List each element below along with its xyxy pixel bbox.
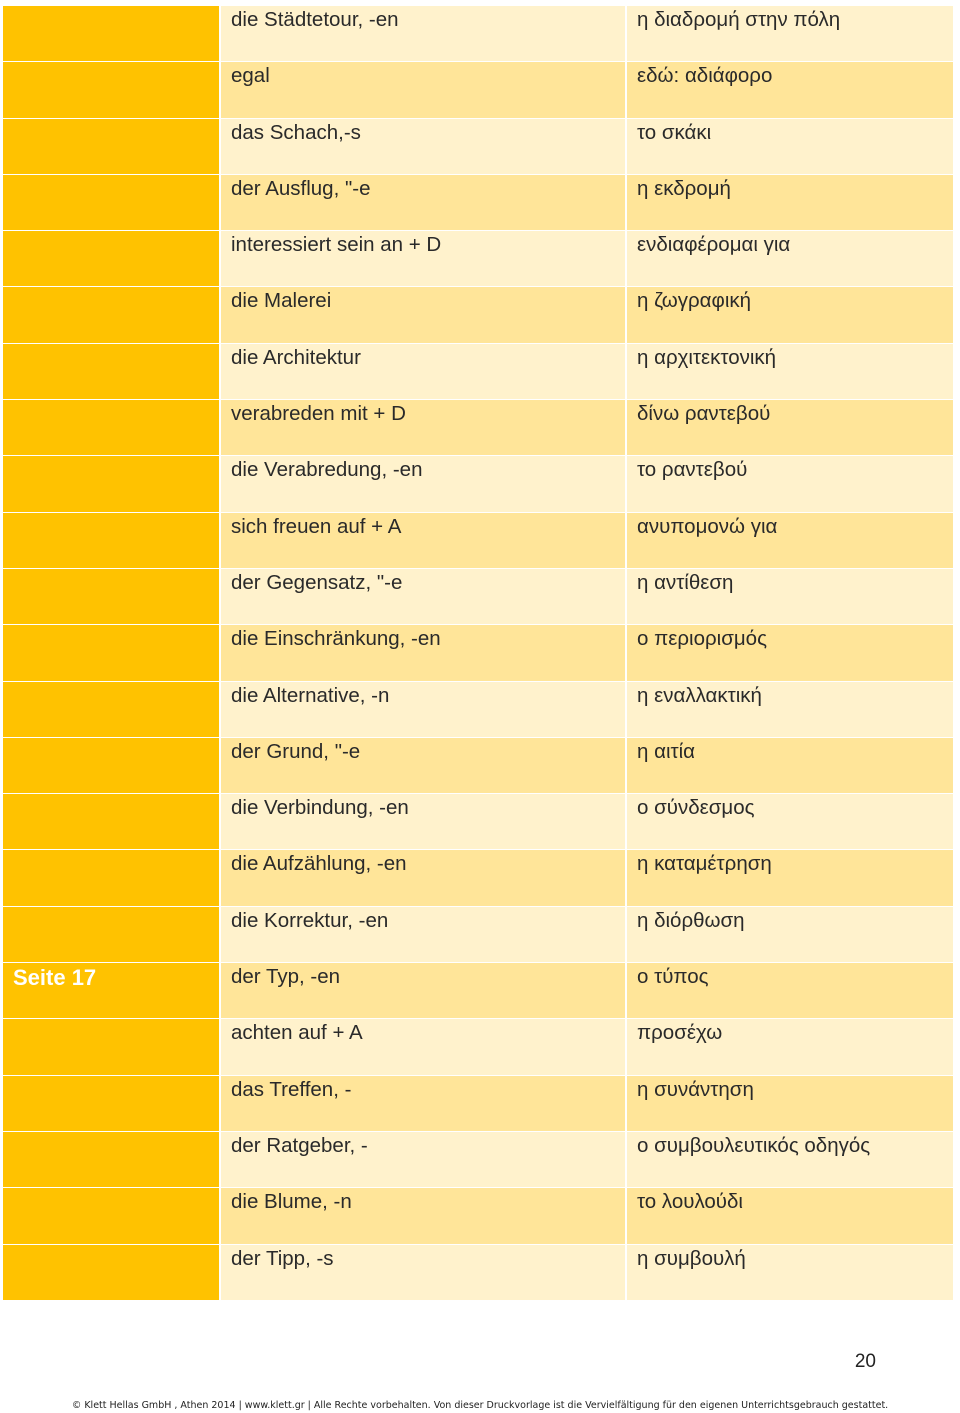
section-cell bbox=[3, 569, 219, 625]
section-cell bbox=[3, 1019, 219, 1075]
german-term: die Städtetour, -en bbox=[219, 6, 625, 62]
german-term: interessiert sein an + D bbox=[219, 231, 625, 287]
page-number: 20 bbox=[854, 1351, 876, 1372]
german-term: der Ratgeber, - bbox=[219, 1132, 625, 1188]
section-cell bbox=[3, 682, 219, 738]
section-cell bbox=[3, 231, 219, 287]
german-term: die Blume, -n bbox=[219, 1188, 625, 1244]
section-cell bbox=[3, 287, 219, 343]
section-cell bbox=[3, 1076, 219, 1132]
greek-translation: το σκάκι bbox=[625, 119, 953, 175]
german-term: die Korrektur, -en bbox=[219, 907, 625, 963]
greek-translation: η αιτία bbox=[625, 738, 953, 794]
greek-translation: ο συμβουλευτικός οδηγός bbox=[625, 1132, 953, 1188]
greek-translation: η εκδρομή bbox=[625, 175, 953, 231]
greek-translation: η αρχιτεκτονική bbox=[625, 344, 953, 400]
german-term: der Typ, -en bbox=[219, 963, 625, 1019]
german-term: die Verabredung, -en bbox=[219, 456, 625, 512]
greek-translation: δίνω ραντεβού bbox=[625, 400, 953, 456]
greek-translation: η ζωγραφική bbox=[625, 287, 953, 343]
greek-translation: η καταμέτρηση bbox=[625, 850, 953, 906]
german-term: die Alternative, -n bbox=[219, 682, 625, 738]
german-term: der Ausflug, "-e bbox=[219, 175, 625, 231]
greek-translation: η συμβουλή bbox=[625, 1245, 953, 1301]
greek-translation: η διόρθωση bbox=[625, 907, 953, 963]
greek-translation: προσέχω bbox=[625, 1019, 953, 1075]
greek-translation: η εναλλακτική bbox=[625, 682, 953, 738]
greek-translation: ο τύπος bbox=[625, 963, 953, 1019]
greek-translation: ανυπομονώ για bbox=[625, 513, 953, 569]
section-cell bbox=[3, 850, 219, 906]
section-cell bbox=[3, 119, 219, 175]
section-cell bbox=[3, 907, 219, 963]
german-term: die Architektur bbox=[219, 344, 625, 400]
greek-translation: ο περιορισμός bbox=[625, 625, 953, 681]
greek-translation: η διαδρομή στην πόλη bbox=[625, 6, 953, 62]
greek-translation: το λουλούδι bbox=[625, 1188, 953, 1244]
section-cell bbox=[3, 6, 219, 62]
german-term: verabreden mit + D bbox=[219, 400, 625, 456]
vocabulary-table bbox=[3, 6, 953, 1301]
section-cell bbox=[3, 400, 219, 456]
german-term: das Schach,-s bbox=[219, 119, 625, 175]
greek-translation: εδώ: αδιάφορο bbox=[625, 62, 953, 118]
greek-translation: ο σύνδεσμος bbox=[625, 794, 953, 850]
section-cell: Seite 17 bbox=[3, 963, 219, 1019]
german-term: der Gegensatz, "-e bbox=[219, 569, 625, 625]
german-term: egal bbox=[219, 62, 625, 118]
section-cell bbox=[3, 1188, 219, 1244]
section-cell bbox=[3, 1132, 219, 1188]
section-cell bbox=[3, 344, 219, 400]
greek-translation: το ραντεβού bbox=[625, 456, 953, 512]
section-cell bbox=[3, 62, 219, 118]
german-term: der Tipp, -s bbox=[219, 1245, 625, 1301]
copyright-footer: © Klett Hellas GmbH , Athen 2014 | www.klett.gr | Alle Rechte vorbehalten. Von dieser Druckvorlage ist die Vervielfältigung für den eigenen Unterrichtsgebrauch gestattet. bbox=[71, 1400, 889, 1411]
greek-translation: ενδιαφέρομαι για bbox=[625, 231, 953, 287]
section-cell bbox=[3, 513, 219, 569]
section-cell bbox=[3, 794, 219, 850]
section-cell bbox=[3, 456, 219, 512]
greek-translation: η συνάντηση bbox=[625, 1076, 953, 1132]
german-term: das Treffen, - bbox=[219, 1076, 625, 1132]
german-term: achten auf + A bbox=[219, 1019, 625, 1075]
section-cell bbox=[3, 1245, 219, 1301]
greek-translation: η αντίθεση bbox=[625, 569, 953, 625]
section-cell bbox=[3, 625, 219, 681]
german-term: sich freuen auf + A bbox=[219, 513, 625, 569]
german-term: die Malerei bbox=[219, 287, 625, 343]
german-term: die Aufzählung, -en bbox=[219, 850, 625, 906]
section-cell bbox=[3, 738, 219, 794]
section-cell bbox=[3, 175, 219, 231]
german-term: der Grund, "-e bbox=[219, 738, 625, 794]
german-term: die Einschränkung, -en bbox=[219, 625, 625, 681]
german-term: die Verbindung, -en bbox=[219, 794, 625, 850]
